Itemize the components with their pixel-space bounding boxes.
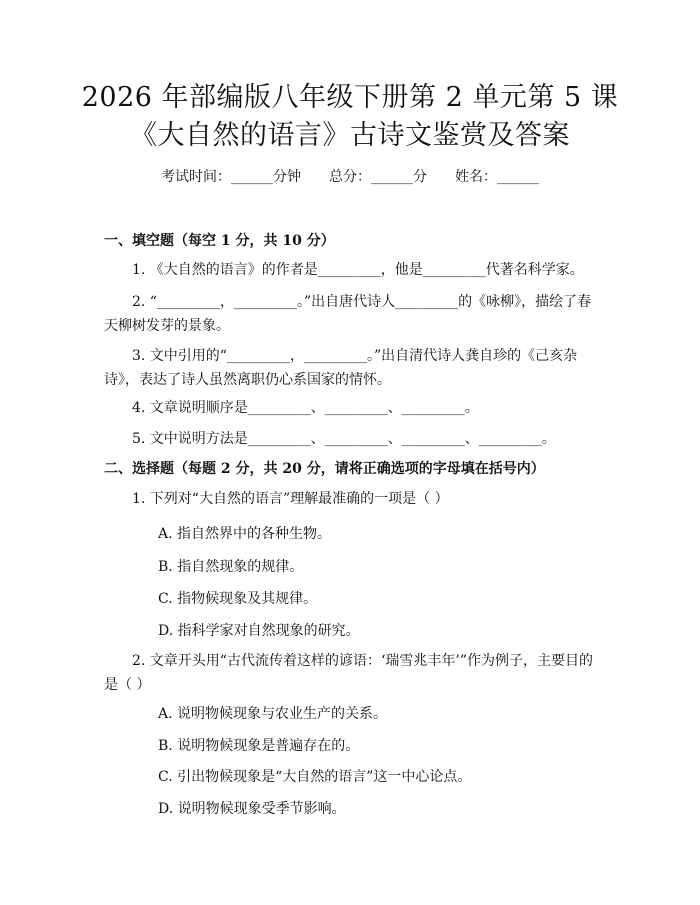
section-1-heading: 一、填空题（每空 1 分，共 10 分） [104,233,335,249]
choice-2-option-a: A. 说明物候现象与农业生产的关系。 [158,706,388,722]
choice-question-1: 1. 下列对“大自然的语言”理解最准确的一项是（ ） [132,491,449,507]
exam-title-line-2: 《大自然的语言》古诗文鉴赏及答案 [130,120,570,151]
fill-question-2: 2. “_________，_________。”出自唐代诗人_________的《咏柳》，描绘了春天柳树发芽的景象。 [104,294,592,334]
fill-question-5: 5. 文中说明方法是_________、_________、_________、_________。 [132,431,556,447]
choice-question-2: 2. 文章开头用“古代流传着这样的谚语：‘瑞雪兆丰年’”作为例子，主要目的是（ ） [104,653,594,693]
choice-2-option-b: B. 说明物候现象是普遍存在的。 [158,738,360,754]
section-2-heading: 二、选择题（每题 2 分，共 20 分，请将正确选项的字母填在括号内） [104,461,545,477]
choice-1-option-d: D. 指科学家对自然现象的研究。 [158,623,360,639]
choice-1-option-b: B. 指自然现象的规律。 [158,559,304,575]
name-field: 姓名：______ [455,169,539,185]
exam-title-line-1: 2026 年部编版八年级下册第 2 单元第 5 课 [81,82,619,113]
total-score-field: 总分：______分 [329,169,427,185]
fill-question-1: 1. 《大自然的语言》的作者是_________，他是_________代著名科学家。 [132,262,584,278]
exam-time-field: 考试时间：______分钟 [161,169,301,185]
fill-question-4: 4. 文章说明顺序是_________、_________、_________。 [132,400,479,416]
choice-1-option-c: C. 指物候现象及其规律。 [158,591,318,607]
fill-question-3: 3. 文中引用的“_________，_________。”出自清代诗人龚自珍的《己亥杂诗》，表达了诗人虽然离职仍心系国家的情怀。 [104,348,578,388]
choice-2-option-d: D. 说明物候现象受季节影响。 [158,801,346,817]
choice-2-option-c: C. 引出物候现象是“大自然的语言”这一中心论点。 [158,769,472,785]
exam-meta [0,167,700,187]
choice-1-option-a: A. 指自然界中的各种生物。 [158,526,332,542]
